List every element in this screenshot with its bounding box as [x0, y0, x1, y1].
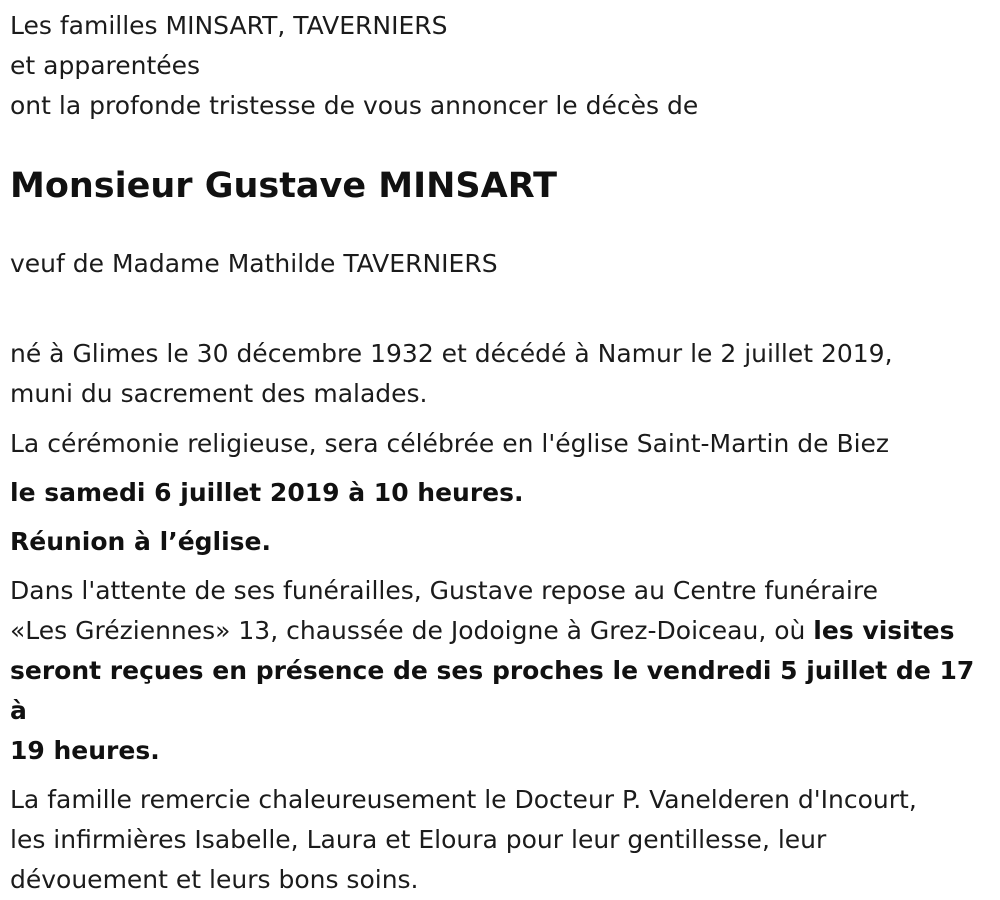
rest-line-1: Dans l'attente de ses funérailles, Gustave repose au Centre funéraire [10, 576, 878, 605]
widow-line: veuf de Madame Mathilde TAVERNIERS [10, 249, 498, 278]
sacrament-line: muni du sacrement des malades. [10, 379, 428, 408]
ceremony-line: La cérémonie religieuse, sera célébrée en l'église Saint-Martin de Biez [10, 429, 890, 458]
birth-death-line: né à Glimes le 30 décembre 1932 et décédé à Namur le 2 juillet 2019, [10, 339, 893, 368]
intro-relatives: et apparentées [10, 51, 201, 80]
intro-announcement: ont la profonde tristesse de vous annoncer le décès de [10, 91, 699, 120]
rest-line-2 [10, 611, 992, 651]
meeting-place: Réunion à l’église. [10, 527, 272, 556]
deceased-name: Monsieur Gustave MINSART [10, 166, 557, 206]
intro-block [10, 6, 992, 126]
rest-paragraph [10, 571, 992, 771]
rest-line-2-bold: les visites [813, 616, 955, 645]
thanks-paragraph [10, 780, 992, 900]
thanks-line-1: La famille remercie chaleureusement le Docteur P. Vanelderen d'Incourt, [10, 785, 917, 814]
birth-death-paragraph [10, 334, 992, 414]
rest-line-4: 19 heures. [10, 736, 160, 765]
thanks-line-2: les infirmières Isabelle, Laura et Eloura pour leur gentillesse, leur [10, 825, 827, 854]
rest-line-3: seront reçues en présence de ses proches le vendredi 5 juillet de 17 à [10, 656, 975, 725]
thanks-line-3: dévouement et leurs bons soins. [10, 865, 419, 894]
death-notice [10, 6, 992, 900]
ceremony-date: le samedi 6 juillet 2019 à 10 heures. [10, 478, 524, 507]
intro-families: Les familles MINSART, TAVERNIERS [10, 11, 448, 40]
rest-line-2-text: «Les Gréziennes» 13, chaussée de Jodoigne à Grez-Doiceau, où [10, 616, 814, 645]
